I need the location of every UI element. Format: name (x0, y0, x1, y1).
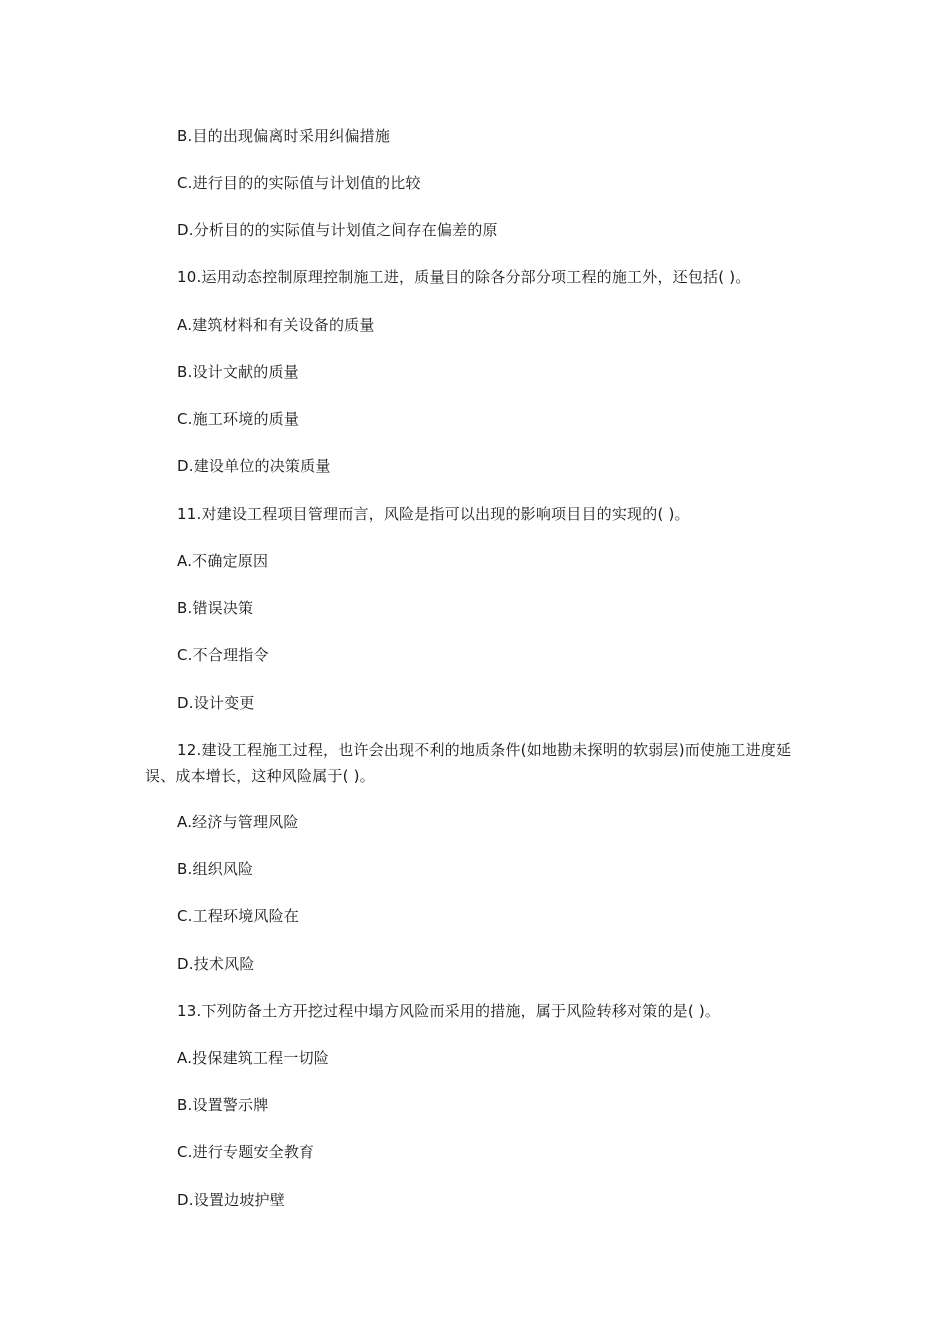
option-a-q12: A.经济与管理风险 (177, 813, 299, 831)
option-b-q11: B.错误决策 (177, 599, 254, 617)
option-d-q13: D.设置边坡护壁 (177, 1191, 285, 1209)
option-d-q9: D.分析目的的实际值与计划值之间存在偏差的原 (177, 221, 498, 239)
option-b-q9: B.目的出现偏离时采用纠偏措施 (177, 127, 391, 145)
question-13: 13.下列防备土方开挖过程中塌方风险而采用的措施，属于风险转移对策的是( )。 (177, 1002, 721, 1020)
option-a-q10: A.建筑材料和有关设备的质量 (177, 316, 375, 334)
option-d-q10: D.建设单位的决策质量 (177, 457, 331, 475)
option-c-q12: C.工程环境风险在 (177, 907, 300, 925)
option-b-q12: B.组织风险 (177, 860, 254, 878)
option-c-q11: C.不合理指令 (177, 646, 269, 664)
option-a-q13: A.投保建筑工程一切险 (177, 1049, 329, 1067)
option-d-q11: D.设计变更 (177, 694, 255, 712)
option-c-q13: C.进行专题安全教育 (177, 1143, 315, 1161)
option-d-q12: D.技术风险 (177, 955, 255, 973)
question-11: 11.对建设工程项目管理而言，风险是指可以出现的影响项目目的实现的( )。 (177, 505, 690, 523)
question-10: 10.运用动态控制原理控制施工进，质量目的除各分部分项工程的施工外，还包括( )。 (177, 268, 751, 286)
option-b-q10: B.设计文献的质量 (177, 363, 299, 381)
question-12: 12.建设工程施工过程，也许会出现不利的地质条件(如地勘未探明的软弱层)而使施工进度延误、成本增长，这种风险属于( )。 (145, 741, 792, 785)
option-c-q10: C.施工环境的质量 (177, 410, 300, 428)
option-c-q9: C.进行目的的实际值与计划值的比较 (177, 174, 421, 192)
option-b-q13: B.设置警示牌 (177, 1096, 269, 1114)
option-a-q11: A.不确定原因 (177, 552, 269, 570)
